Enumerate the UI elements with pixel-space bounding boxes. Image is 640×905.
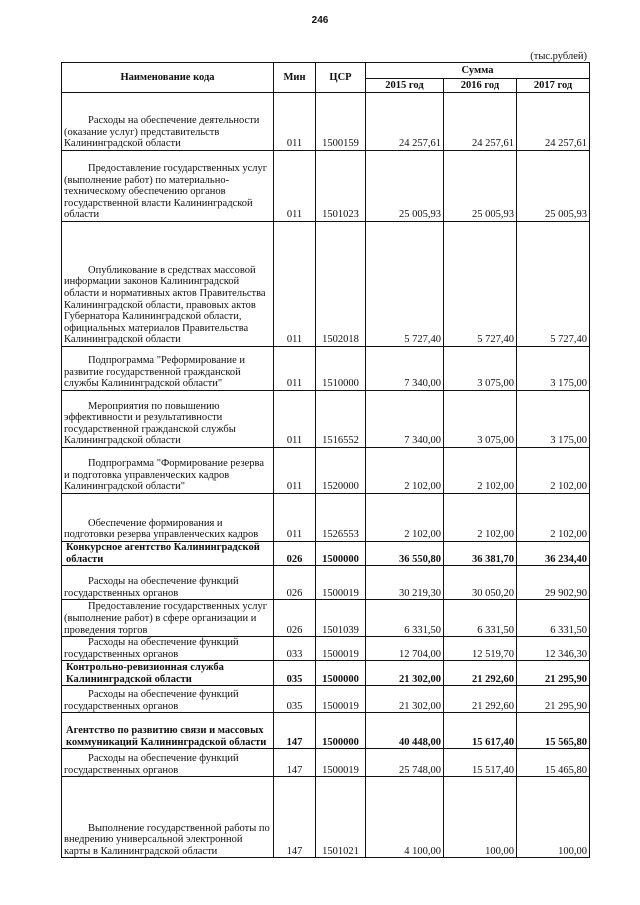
row-name: Расходы на обеспечение функций государственных органов (62, 566, 274, 600)
row-csr-code: 1510000 (316, 347, 366, 391)
row-amount-2015: 5 727,40 (366, 222, 444, 347)
row-amount-2015: 24 257,61 (366, 93, 444, 151)
row-csr-code: 1500000 (316, 661, 366, 686)
table-row (62, 661, 590, 686)
row-csr-code: 1501021 (316, 777, 366, 858)
row-name: Агентство по развитию связи и массовых коммуникаций Калининградской области (62, 713, 274, 749)
row-amount-2016: 3 075,00 (444, 347, 517, 391)
row-amount-2015: 25 748,00 (366, 749, 444, 777)
row-ministry-code: 033 (274, 637, 316, 661)
table-row (62, 542, 590, 566)
row-amount-2017: 21 295,90 (517, 661, 590, 686)
table-row (62, 347, 590, 391)
row-name: Расходы на обеспечение деятельности (оказание услуг) представительств Калининградской области (62, 93, 274, 151)
row-ministry-code: 011 (274, 151, 316, 222)
row-amount-2016: 15 617,40 (444, 713, 517, 749)
row-amount-2016: 21 292,60 (444, 686, 517, 713)
header-year-2017: 2017 год (517, 79, 590, 93)
table-row (62, 391, 590, 448)
row-amount-2016: 15 517,40 (444, 749, 517, 777)
header-year-2015: 2015 год (366, 79, 444, 93)
table-row (62, 494, 590, 542)
row-amount-2017: 12 346,30 (517, 637, 590, 661)
row-name: Расходы на обеспечение функций государственных органов (62, 686, 274, 713)
row-amount-2017: 2 102,00 (517, 494, 590, 542)
units-label: (тыс.рублей) (530, 51, 587, 62)
row-amount-2017: 15 565,80 (517, 713, 590, 749)
row-ministry-code: 035 (274, 661, 316, 686)
table-row (62, 686, 590, 713)
table-row (62, 222, 590, 347)
table-row (62, 749, 590, 777)
row-amount-2015: 2 102,00 (366, 494, 444, 542)
row-ministry-code: 011 (274, 494, 316, 542)
row-amount-2017: 29 902,90 (517, 566, 590, 600)
table-row (62, 713, 590, 749)
row-amount-2015: 40 448,00 (366, 713, 444, 749)
row-ministry-code: 147 (274, 777, 316, 858)
row-amount-2017: 6 331,50 (517, 600, 590, 637)
row-amount-2015: 21 302,00 (366, 686, 444, 713)
row-ministry-code: 026 (274, 600, 316, 637)
row-csr-code: 1500000 (316, 713, 366, 749)
row-amount-2015: 21 302,00 (366, 661, 444, 686)
row-amount-2017: 2 102,00 (517, 448, 590, 494)
row-name: Конкурсное агентство Калининградской области (62, 542, 274, 566)
header-csr: ЦСР (316, 63, 366, 93)
row-amount-2017: 3 175,00 (517, 347, 590, 391)
header-sum: Сумма (366, 63, 590, 79)
row-amount-2017: 100,00 (517, 777, 590, 858)
row-csr-code: 1520000 (316, 448, 366, 494)
row-amount-2017: 25 005,93 (517, 151, 590, 222)
row-amount-2016: 25 005,93 (444, 151, 517, 222)
row-csr-code: 1500019 (316, 749, 366, 777)
table-body (62, 93, 590, 858)
row-name: Предоставление государственных услуг (выполнение работ) по материально-техническому обеспечению органов государственной власти Калининградской области (62, 151, 274, 222)
table-row (62, 566, 590, 600)
row-ministry-code: 147 (274, 713, 316, 749)
row-ministry-code: 011 (274, 222, 316, 347)
row-amount-2015: 4 100,00 (366, 777, 444, 858)
row-csr-code: 1501039 (316, 600, 366, 637)
row-amount-2017: 36 234,40 (517, 542, 590, 566)
row-ministry-code: 011 (274, 93, 316, 151)
row-amount-2016: 6 331,50 (444, 600, 517, 637)
row-ministry-code: 011 (274, 391, 316, 448)
table-row (62, 93, 590, 151)
row-csr-code: 1500019 (316, 637, 366, 661)
row-ministry-code: 035 (274, 686, 316, 713)
row-name: Выполнение государственной работы по внедрению универсальной электронной карты в Калининградской области (62, 777, 274, 858)
row-csr-code: 1502018 (316, 222, 366, 347)
row-amount-2015: 25 005,93 (366, 151, 444, 222)
row-ministry-code: 026 (274, 542, 316, 566)
row-name: Опубликование в средствах массовой информации законов Калининградской области и нормативных актов Правительства Калининградской области, правовых актов Губернатора Калининградской области, официальных материалов Правительства Калининградской области (62, 222, 274, 347)
row-csr-code: 1500159 (316, 93, 366, 151)
row-amount-2015: 36 550,80 (366, 542, 444, 566)
row-ministry-code: 011 (274, 448, 316, 494)
row-amount-2016: 21 292,60 (444, 661, 517, 686)
row-name: Подпрограмма "Реформирование и развитие государственной гражданской службы Калининградской области" (62, 347, 274, 391)
row-amount-2015: 30 219,30 (366, 566, 444, 600)
header-min: Мин (274, 63, 316, 93)
row-ministry-code: 147 (274, 749, 316, 777)
row-amount-2017: 5 727,40 (517, 222, 590, 347)
header-name: Наименование кода (62, 63, 274, 93)
table-row (62, 637, 590, 661)
row-csr-code: 1501023 (316, 151, 366, 222)
row-csr-code: 1516552 (316, 391, 366, 448)
row-csr-code: 1526553 (316, 494, 366, 542)
row-amount-2017: 21 295,90 (517, 686, 590, 713)
row-amount-2016: 5 727,40 (444, 222, 517, 347)
row-amount-2016: 100,00 (444, 777, 517, 858)
row-amount-2016: 30 050,20 (444, 566, 517, 600)
row-name: Подпрограмма "Формирование резерва и подготовка управленческих кадров Калининградской области" (62, 448, 274, 494)
table-row (62, 448, 590, 494)
row-csr-code: 1500019 (316, 686, 366, 713)
row-amount-2015: 6 331,50 (366, 600, 444, 637)
row-amount-2015: 7 340,00 (366, 391, 444, 448)
row-amount-2016: 36 381,70 (444, 542, 517, 566)
row-amount-2016: 3 075,00 (444, 391, 517, 448)
row-csr-code: 1500000 (316, 542, 366, 566)
table-row (62, 777, 590, 858)
row-amount-2017: 15 465,80 (517, 749, 590, 777)
table-row (62, 151, 590, 222)
row-name: Мероприятия по повышению эффективности и результативности государственной гражданской службы Калининградской области (62, 391, 274, 448)
row-name: Обеспечение формирования и подготовки резерва управленческих кадров (62, 494, 274, 542)
row-name: Расходы на обеспечение функций государственных органов (62, 637, 274, 661)
row-name: Расходы на обеспечение функций государственных органов (62, 749, 274, 777)
row-amount-2016: 2 102,00 (444, 494, 517, 542)
row-ministry-code: 011 (274, 347, 316, 391)
row-name: Контрольно-ревизионная служба Калининградской области (62, 661, 274, 686)
budget-table (61, 62, 590, 858)
header-year-2016: 2016 год (444, 79, 517, 93)
row-amount-2016: 24 257,61 (444, 93, 517, 151)
row-amount-2015: 2 102,00 (366, 448, 444, 494)
row-amount-2016: 2 102,00 (444, 448, 517, 494)
row-csr-code: 1500019 (316, 566, 366, 600)
row-ministry-code: 026 (274, 566, 316, 600)
page-number: 246 (311, 15, 329, 26)
row-amount-2015: 12 704,00 (366, 637, 444, 661)
row-amount-2015: 7 340,00 (366, 347, 444, 391)
row-name: Предоставление государственных услуг (выполнение работ) в сфере организации и проведения торгов (62, 600, 274, 637)
table-row (62, 600, 590, 637)
row-amount-2017: 24 257,61 (517, 93, 590, 151)
row-amount-2017: 3 175,00 (517, 391, 590, 448)
row-amount-2016: 12 519,70 (444, 637, 517, 661)
